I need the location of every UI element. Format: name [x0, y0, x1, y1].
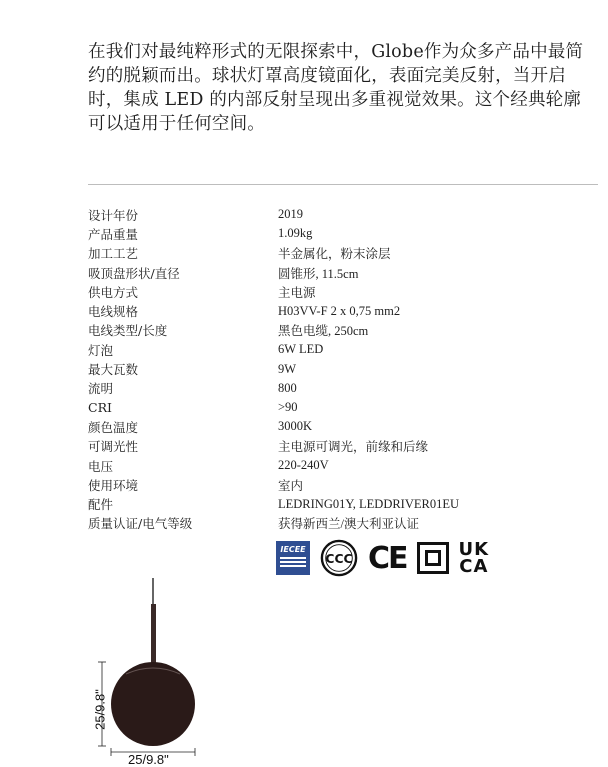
spec-value: LEDRING01Y, LEDDRIVER01EU — [278, 496, 460, 511]
ukca-logo — [459, 541, 490, 575]
spec-row — [88, 244, 558, 263]
spec-value: 主电源可调光，前缘和后缘 — [278, 440, 429, 455]
spec-label: 产品重量 — [88, 226, 139, 242]
spec-row — [88, 437, 558, 456]
spec-row — [88, 263, 558, 282]
spec-value: 9W — [278, 361, 297, 376]
ccc-logo-text: CCC — [325, 551, 353, 566]
spec-row — [88, 340, 558, 359]
spec-value: 6W LED — [278, 342, 324, 357]
spec-label: 设计年份 — [88, 207, 139, 223]
spec-row — [88, 321, 558, 340]
spec-row — [88, 398, 558, 417]
spec-value: 获得新西兰/澳大利亚认证 — [278, 517, 419, 532]
iecee-logo — [276, 541, 310, 575]
ce-logo: CE — [368, 540, 407, 576]
spec-row — [88, 301, 558, 320]
spec-value: >90 — [278, 400, 298, 415]
ukca-top: UK — [458, 539, 490, 560]
ukca-bottom: CA — [459, 556, 489, 577]
spec-row — [88, 205, 558, 224]
spec-label: 流明 — [88, 381, 114, 397]
spec-row — [88, 379, 558, 398]
spec-value: 220-240V — [278, 458, 329, 472]
spec-value: 1.09kg — [278, 226, 313, 241]
spec-value: 2019 — [278, 207, 303, 222]
width-dimension-label: 25/9.8" — [128, 752, 169, 767]
iecee-logo-text: IECEE — [280, 545, 306, 554]
globe-shade — [111, 662, 195, 746]
spec-label: 供电方式 — [88, 284, 139, 300]
spec-label: 电压 — [88, 458, 114, 474]
certification-logos — [276, 538, 499, 578]
divider — [88, 184, 598, 185]
iecee-logo-stripes — [280, 557, 306, 569]
product-description: 在我们对最纯粹形式的无限探索中，Globe作为众多产品中最简约的脱颖而出。球状灯罩高度镜面化，表面完美反射，当开启时，集成 LED 的内部反射呈现出多重视觉效果。这个经典轮廓可以适用于任何空间。 — [88, 42, 584, 134]
spec-value: 室内 — [278, 478, 304, 493]
spec-label: 最大瓦数 — [88, 362, 139, 378]
spec-row — [88, 417, 558, 436]
spec-value: H03VV-F 2 x 0,75 mm2 — [278, 303, 401, 318]
spec-label: 电线规格 — [88, 304, 139, 320]
spec-value: 半金属化，粉末涂层 — [278, 247, 391, 262]
spec-value: 黑色电缆, 250cm — [278, 324, 369, 339]
ccc-mark-icon — [320, 539, 358, 577]
class-ii-double-insulation-icon — [417, 542, 449, 574]
spec-label: CRI — [88, 400, 112, 416]
spec-table — [88, 205, 558, 533]
spec-label: 灯泡 — [88, 342, 114, 358]
spec-row — [88, 456, 558, 475]
spec-row — [88, 282, 558, 301]
spec-label: 使用环境 — [88, 477, 139, 493]
class-ii-inner-square — [425, 550, 441, 566]
spec-label: 电线类型/长度 — [88, 323, 168, 339]
spec-label: 可调光性 — [88, 439, 139, 455]
spec-value: 800 — [278, 380, 297, 395]
spec-label: 颜色温度 — [88, 419, 139, 435]
spec-value: 圆锥形, 11.5cm — [278, 266, 359, 281]
spec-label: 质量认证/电气等级 — [88, 516, 193, 532]
spec-row — [88, 514, 558, 533]
spec-row — [88, 359, 558, 378]
spec-value: 3000K — [278, 419, 313, 434]
ccc-logo — [320, 539, 358, 577]
spec-row — [88, 475, 558, 494]
spec-label: 加工工艺 — [88, 246, 139, 262]
height-dimension-label: 25/9.8" — [92, 689, 108, 730]
spec-label: 配件 — [88, 497, 114, 513]
spec-label: 吸顶盘形状/直径 — [88, 265, 180, 281]
spec-row — [88, 224, 558, 243]
spec-row — [88, 494, 558, 513]
spec-value: 主电源 — [278, 285, 316, 300]
